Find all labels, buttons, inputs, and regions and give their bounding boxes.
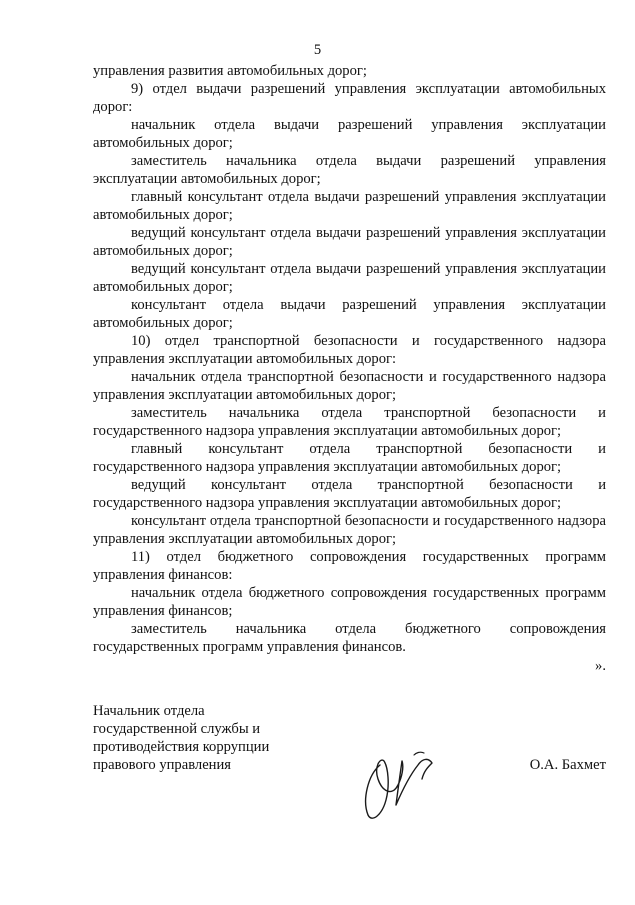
body-paragraph: 10) отдел транспортной безопасности и государственного надзора управления эксплуатации автомобильных дорог:	[93, 333, 606, 367]
handwritten-signature	[358, 745, 450, 825]
body-paragraph: главный консультант отдела выдачи разрешений управления эксплуатации автомобильных дорог;	[93, 189, 606, 223]
body-paragraph: 11) отдел бюджетного сопровождения государственных программ управления финансов:	[93, 549, 606, 583]
body-paragraph: управления развития автомобильных дорог;	[93, 63, 367, 79]
body-paragraph: начальник отдела выдачи разрешений управления эксплуатации автомобильных дорог;	[93, 117, 606, 151]
body-paragraph: ведущий консультант отдела транспортной безопасности и государственного надзора управления эксплуатации автомобильных дорог;	[93, 477, 606, 511]
body-paragraph: заместитель начальника отдела транспортной безопасности и государственного надзора управления эксплуатации автомобильных дорог;	[93, 405, 606, 439]
body-paragraph: 9) отдел выдачи разрешений управления эксплуатации автомобильных дорог:	[93, 81, 606, 115]
body-paragraph: начальник отдела бюджетного сопровождения государственных программ управления финансов;	[93, 585, 606, 619]
signatory-position-line: правового управления	[93, 757, 231, 773]
body-paragraph: ведущий консультант отдела выдачи разрешений управления эксплуатации автомобильных дорог;	[93, 225, 606, 259]
page-number: 5	[313, 42, 322, 58]
closing-quote: ».	[595, 658, 606, 674]
document-body	[93, 62, 606, 656]
body-paragraph: заместитель начальника отдела выдачи разрешений управления эксплуатации автомобильных дорог;	[93, 153, 606, 187]
body-paragraph: консультант отдела транспортной безопасности и государственного надзора управления эксплуатации автомобильных дорог;	[93, 513, 606, 547]
body-paragraph: главный консультант отдела транспортной безопасности и государственного надзора управления эксплуатации автомобильных дорог;	[93, 441, 606, 475]
signatory-name: О.А. Бахмет	[529, 757, 606, 773]
body-paragraph: консультант отдела выдачи разрешений управления эксплуатации автомобильных дорог;	[93, 297, 606, 331]
signatory-position-line: противодействия коррупции	[93, 739, 270, 755]
body-paragraph: заместитель начальника отдела бюджетного сопровождения государственных программ управления финансов.	[93, 621, 606, 655]
signatory-position	[93, 702, 323, 774]
body-paragraph: ведущий консультант отдела выдачи разрешений управления эксплуатации автомобильных дорог;	[93, 261, 606, 295]
body-paragraph: начальник отдела транспортной безопасности и государственного надзора управления эксплуатации автомобильных дорог;	[93, 369, 606, 403]
signatory-position-line: Начальник отдела	[93, 703, 205, 719]
signatory-position-line: государственной службы и	[93, 721, 261, 737]
